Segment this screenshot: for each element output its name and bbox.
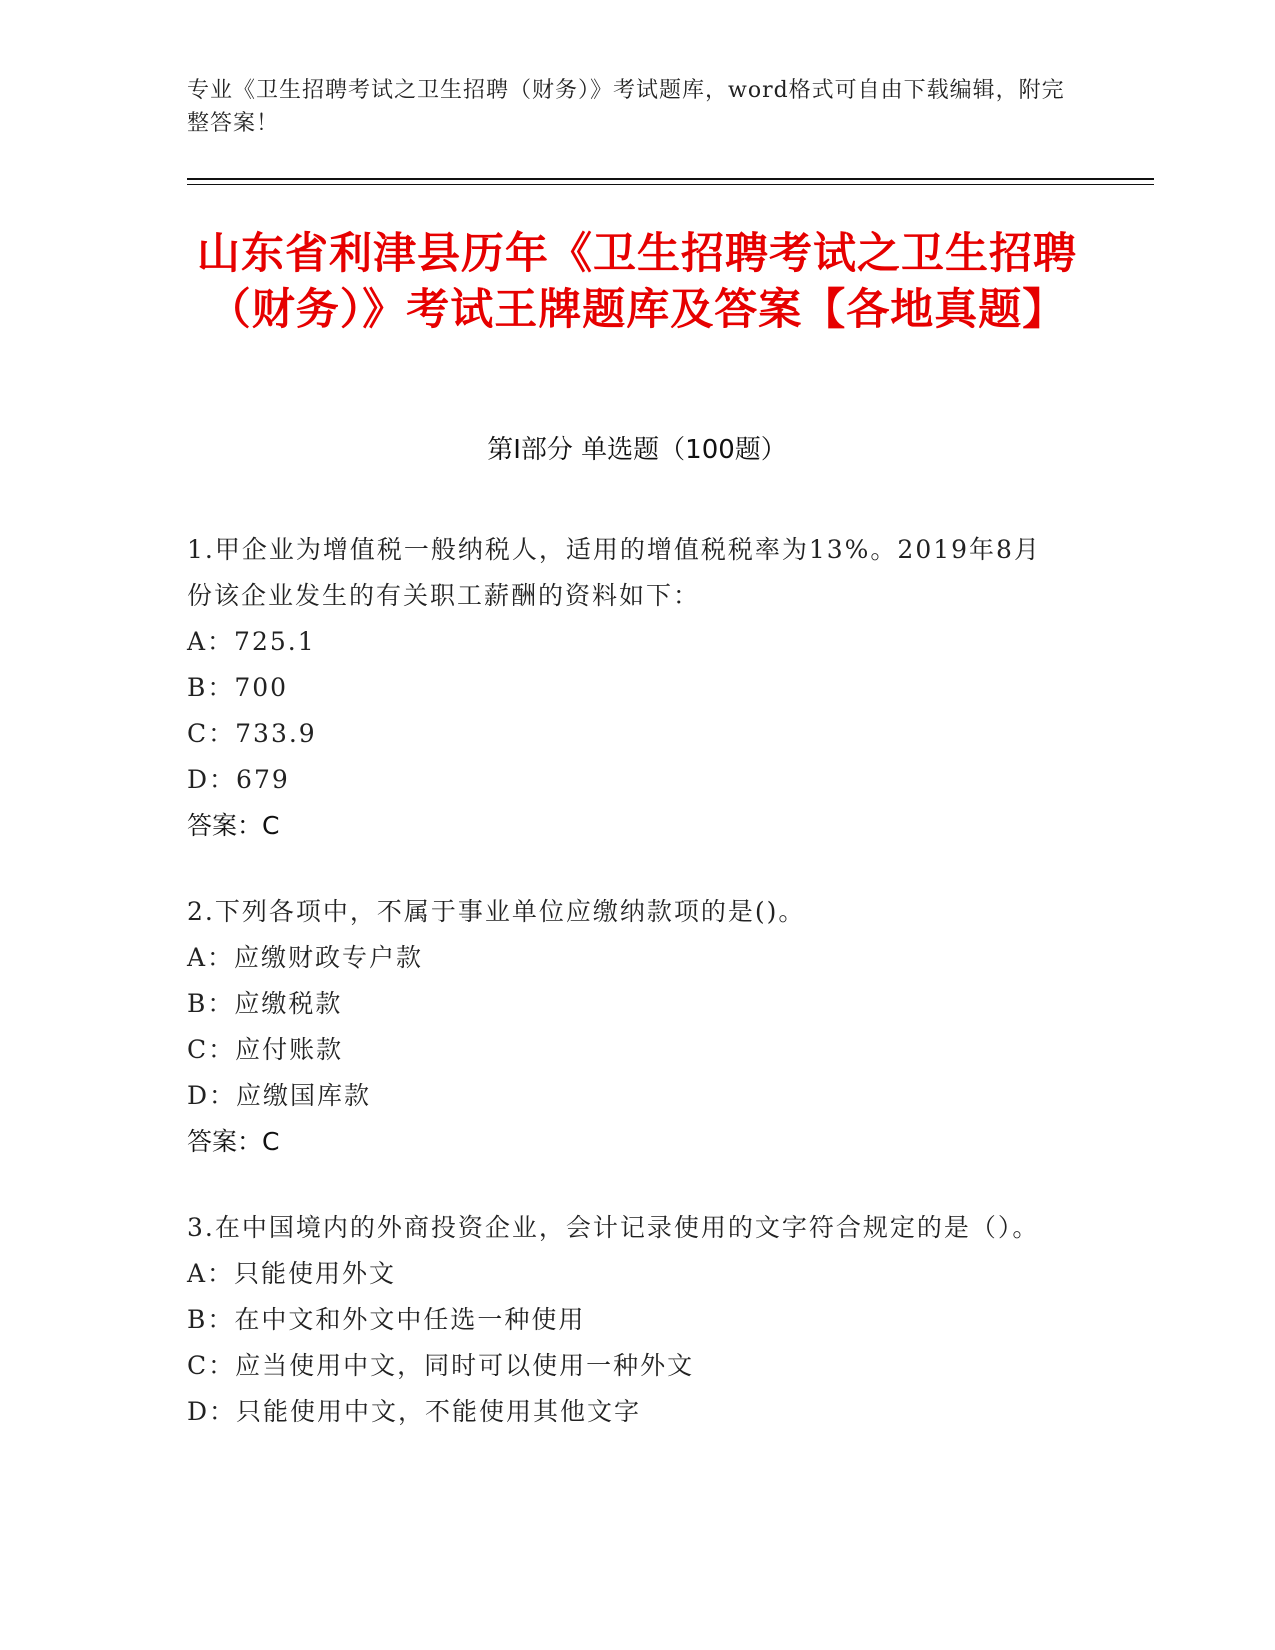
option-a: A：725.1 (187, 627, 316, 656)
option-c: C：应付账款 (187, 1035, 344, 1064)
option-a: A：应缴财政专户款 (187, 943, 424, 972)
question-list (187, 527, 1057, 1475)
option-b: B：700 (187, 673, 289, 702)
header-note: 专业《卫生招聘考试之卫生招聘（财务）》考试题库，word格式可自由下载编辑，附完整答案！ (187, 78, 1065, 136)
answer: 答案：C (187, 1127, 280, 1156)
header-rule-thin (187, 184, 1154, 185)
question-1 (187, 527, 1057, 849)
document-title: 山东省利津县历年《卫生招聘考试之卫生招聘（财务）》考试王牌题库及答案【各地真题】 (197, 229, 1077, 335)
option-c: C：应当使用中文，同时可以使用一种外文 (187, 1351, 695, 1380)
option-c: C：733.9 (187, 719, 317, 748)
question-3 (187, 1205, 1057, 1435)
question-stem: 1.甲企业为增值税一般纳税人，适用的增值税税率为13%。2019年8月份该企业发生的有关职工薪酬的资料如下： (187, 535, 1041, 610)
option-d: D：679 (187, 765, 290, 794)
question-stem: 2.下列各项中，不属于事业单位应缴纳款项的是()。 (187, 897, 806, 926)
header-rule-thick (187, 178, 1154, 180)
question-stem: 3.在中国境内的外商投资企业，会计记录使用的文字符合规定的是（）。 (187, 1213, 1040, 1242)
answer: 答案：C (187, 811, 280, 840)
option-a: A：只能使用外文 (187, 1259, 397, 1288)
option-b: B：应缴税款 (187, 989, 343, 1018)
option-b: B：在中文和外文中任选一种使用 (187, 1305, 586, 1334)
section-heading: 第Ⅰ部分 单选题（100题） (487, 435, 787, 465)
option-d: D：应缴国库款 (187, 1081, 372, 1110)
question-2 (187, 889, 1057, 1165)
option-d: D：只能使用中文，不能使用其他文字 (187, 1397, 642, 1426)
